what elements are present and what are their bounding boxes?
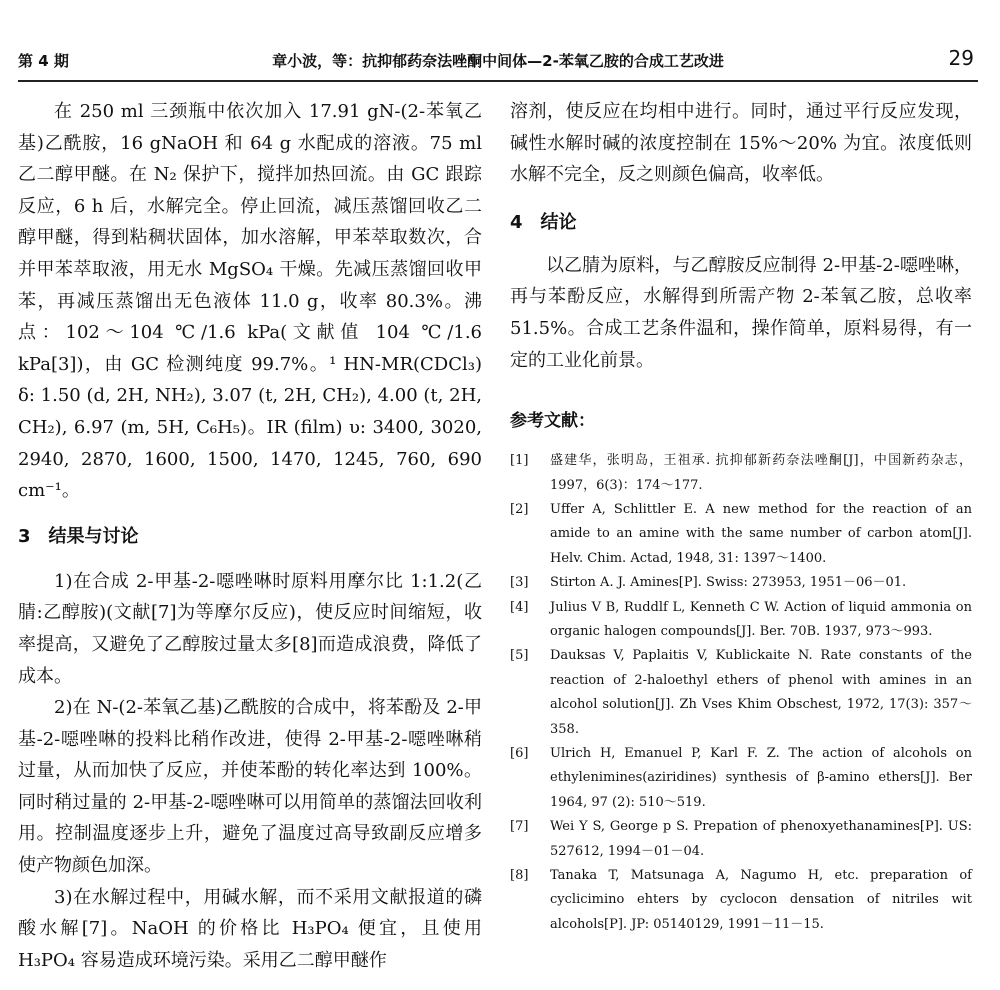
reference-text: Ulrich H, Emanuel P, Karl F. Z. The action of alcohols on ethylenimines(aziridines) synthesis of β-amino ethers[J]. Ber 1964, 97 (2): 510～519. xyxy=(550,746,972,810)
result-point-2: 2)在 N-(2-苯氧乙基)乙酰胺的合成中，将苯酚及 2-甲基-2-噁唑啉的投料比稍作改进，使得 2-甲基-2-噁唑啉稍过量，从而加快了反应，并使苯酚的转化率达到 100%。同时稍过量的 2-甲基-2-噁唑啉可以用简单的蒸馏法回收利用。控制温度逐步上升，避免了温度过高导致副反应增多使产物颜色加深。 xyxy=(18,697,482,877)
reference-item xyxy=(510,815,972,864)
reference-number: [7] xyxy=(510,819,529,835)
reference-number: [8] xyxy=(510,868,529,884)
reference-number: [1] xyxy=(510,453,529,469)
references-title: 参考文献： xyxy=(510,411,595,432)
reference-item xyxy=(510,864,972,937)
reference-text: Uffer A, Schlittler E. A new method for the reaction of an amide to an amine with the same number of carbon atom[J]. Helv. Chim. Actad, 1948, 31: 1397～1400. xyxy=(550,501,972,566)
reference-item xyxy=(510,449,972,498)
left-column xyxy=(18,96,482,976)
reference-number: [2] xyxy=(510,501,529,517)
reference-text: Stirton A. J. Amines[P]. Swiss: 273953, 1951－06－01. xyxy=(550,575,907,591)
reference-number: [4] xyxy=(510,599,529,615)
reference-list xyxy=(510,449,972,937)
section-heading-results: 3 结果与讨论 xyxy=(18,525,139,547)
reference-number: [3] xyxy=(510,575,529,591)
experimental-paragraph: 在 250 ml 三颈瓶中依次加入 17.91 gN-(2-苯氧乙基)乙酰胺，16 gNaOH 和 64 g 水配成的溶液。75 ml 乙二醇甲醚。在 N₂ 保护下，搅拌加热回流。由 GC 跟踪反应，6 h 后，水解完全。停止回流，减压蒸馏回收乙二醇甲醚，得到粘稠状固体，加水溶解，甲苯萃取数次，合并甲苯萃取液，用无水 MgSO₄ 干燥。先减压蒸馏回收甲苯，再减压蒸馏出无色液体 11.0 g，收率 80.3%。沸点：102～104 ℃/1.6 kPa(文献值 104 ℃/1.6 kPa[3])，由 GC 检测纯度 99.7%。¹ HN-MR(CDCl₃) δ: 1.50 (d, 2H, NH₂), 3.07 (t, 2H, CH₂), 4.00 (t, 2H, CH₂), 6.97 (m, 5H, C₆H₅)。IR (film) υ: 3400, 3020, 2940, 2870, 1600, 1500, 1470, 1245, 760, 690 cm⁻¹。 xyxy=(18,101,482,502)
running-header xyxy=(18,44,978,82)
reference-number: [6] xyxy=(510,746,529,762)
reference-text: Wei Y S, George p S. Prepation of phenoxyethanamines[P]. US: 527612, 1994－01－04. xyxy=(550,819,972,859)
continued-paragraph: 溶剂，使反应在均相中进行。同时，通过平行反应发现，碱性水解时碱的浓度控制在 15%～20% 为宜。浓度低则水解不完全，反之则颜色偏高，收率低。 xyxy=(510,101,972,186)
result-point-3: 3)在水解过程中，用碱水解，而不采用文献报道的磷酸水解[7]。NaOH 的价格比 H₃PO₄ 便宜，且使用 H₃PO₄ 容易造成环境污染。采用乙二醇甲醚作 xyxy=(18,886,482,971)
reference-text: 盛建华，张明岛，王祖承. 抗抑郁新药奈法唑酮[J]，中国新药杂志，1997，6(3)：174～177. xyxy=(550,453,972,493)
reference-item xyxy=(510,596,972,645)
result-point-1: 1)在合成 2-甲基-2-噁唑啉时原料用摩尔比 1:1.2(乙腈:乙醇胺)(文献[7]为等摩尔反应)，使反应时间缩短，收率提高，又避免了乙醇胺过量太多[8]而造成浪费，降低了成本。 xyxy=(18,570,482,687)
conclusion-paragraph: 以乙腈为原料，与乙醇胺反应制得 2-甲基-2-噁唑啉，再与苯酚反应，水解得到所需产物 2-苯氧乙胺，总收率 51.5%。合成工艺条件温和，操作简单，原料易得，有一定的工业化前景。 xyxy=(510,254,972,371)
right-column xyxy=(510,96,972,937)
reference-item xyxy=(510,742,972,815)
reference-item xyxy=(510,498,972,571)
issue-label: 第 4 期 xyxy=(18,52,69,70)
section-heading-conclusion: 4 结论 xyxy=(510,211,577,233)
reference-text: Tanaka T, Matsunaga A, Nagumo H, etc. preparation of cyclicimino ehters by cyclocon densation of nitriles wit alcohols[P]. JP: 05140129, 1991－11－15. xyxy=(550,868,972,932)
running-title: 章小波，等：抗抑郁药奈法唑酮中间体—2-苯氧乙胺的合成工艺改进 xyxy=(272,52,724,70)
reference-item xyxy=(510,571,972,595)
reference-item xyxy=(510,644,972,742)
page-number: 29 xyxy=(948,46,974,70)
reference-text: Dauksas V, Paplaitis V, Kublickaite N. Rate constants of the reaction of 2-haloethyl ethers of phenol with amines in an alcohol solution[J]. Zh Vses Khim Obschest, 1972, 17(3): 357～358. xyxy=(550,648,972,737)
reference-text: Julius V B, Ruddlf L, Kenneth C W. Action of liquid ammonia on organic halogen compounds[J]. Ber. 70B. 1937, 973～993. xyxy=(550,599,972,639)
reference-number: [5] xyxy=(510,648,529,664)
